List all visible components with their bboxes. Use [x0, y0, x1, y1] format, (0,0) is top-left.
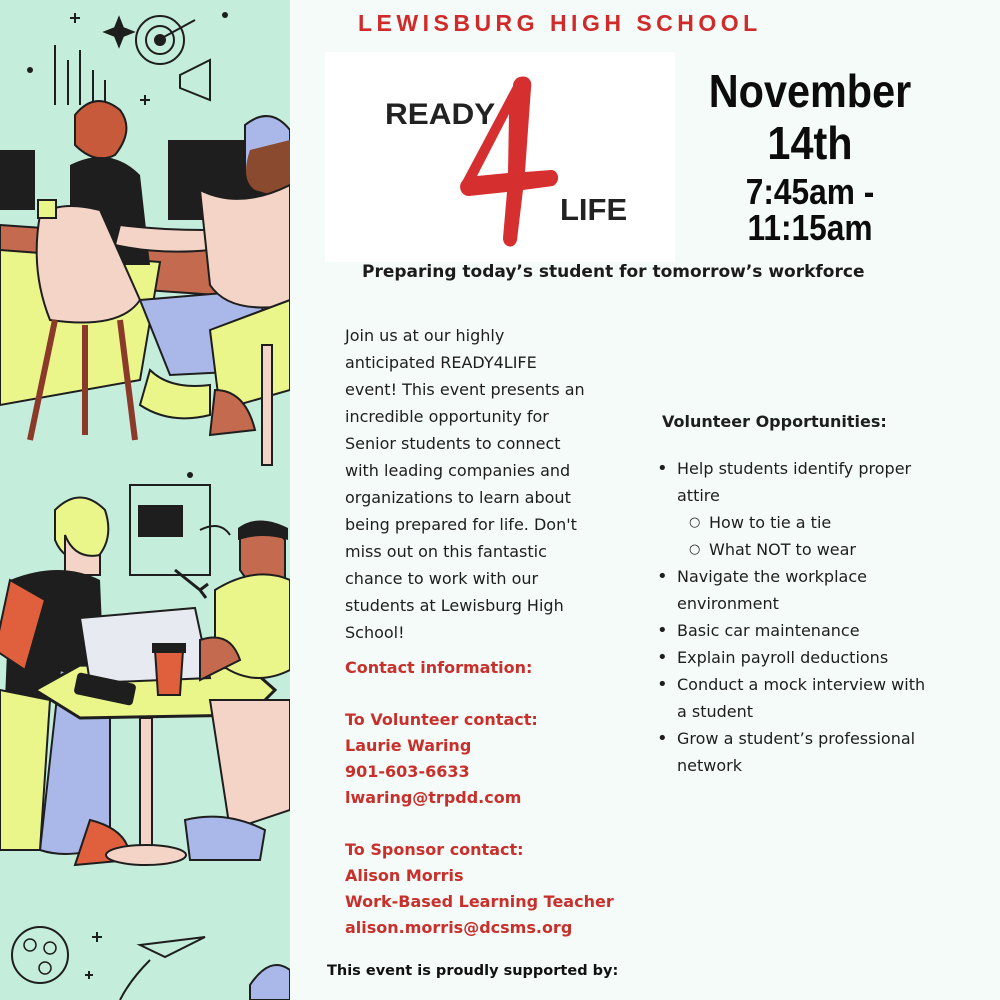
intro-line: incredible opportunity for: [345, 407, 549, 426]
list-subitem: ○ How to tie a tie: [655, 509, 955, 536]
volunteer-contact-heading: To Volunteer contact:: [345, 710, 538, 729]
volunteer-contact-email[interactable]: lwaring@trpdd.com: [345, 788, 522, 807]
logo-word-life: LIFE: [560, 192, 628, 227]
intro-line: event! This event presents an: [345, 380, 585, 399]
list-item: • Conduct a mock interview with a student: [655, 671, 955, 725]
intro-line: Senior students to connect: [345, 434, 561, 453]
event-month: November: [708, 65, 912, 117]
contact-heading: Contact information:: [345, 658, 533, 677]
supported-by-text: This event is proudly supported by:: [327, 963, 619, 979]
list-item: • Explain payroll deductions: [655, 644, 955, 671]
sponsor-contact-email[interactable]: alison.morris@dcsms.org: [345, 918, 573, 937]
logo-word-ready: READY: [385, 98, 496, 131]
school-name: LEWISBURG HIGH SCHOOL: [358, 10, 762, 36]
list-item: • Basic car maintenance: [655, 617, 955, 644]
list-subitem: ○ What NOT to wear: [655, 536, 955, 563]
volunteer-opportunities-list: [655, 455, 955, 779]
volunteer-contact-phone[interactable]: 901-603-6633: [345, 762, 470, 781]
event-time: 7:45am - 11:15am: [745, 171, 875, 248]
intro-line: miss out on this fantastic: [345, 542, 547, 561]
illustration-strip: [0, 0, 290, 1000]
intro-line: being prepared for life. Don't: [345, 515, 577, 534]
volunteer-opportunities-heading: Volunteer Opportunities:: [662, 412, 887, 431]
tagline: Preparing today’s student for tomorrow’s workforce: [362, 262, 865, 282]
sponsor-contact-heading: To Sponsor contact:: [345, 840, 524, 859]
intro-line: students at Lewisburg High: [345, 596, 564, 615]
sponsor-contact-name: Alison Morris: [345, 866, 464, 885]
list-item: • Grow a student’s professional network: [655, 725, 955, 779]
intro-line: chance to work with our: [345, 569, 539, 588]
sponsor-contact-role: Work-Based Learning Teacher: [345, 892, 614, 911]
logo-numeral-four: [455, 72, 575, 252]
volunteer-contact-name: Laurie Waring: [345, 736, 472, 755]
list-item: • Help students identify proper attire: [655, 455, 955, 509]
event-day: 14th: [767, 117, 853, 169]
intro-paragraph: [345, 322, 607, 646]
event-date: [680, 65, 940, 248]
contact-section: [345, 655, 635, 941]
intro-line: anticipated READY4LIFE: [345, 353, 537, 372]
intro-line: organizations to learn about: [345, 488, 571, 507]
intro-line: School!: [345, 623, 405, 642]
intro-line: Join us at our highly: [345, 326, 505, 345]
intro-line: with leading companies and: [345, 461, 571, 480]
list-item: • Navigate the workplace environment: [655, 563, 955, 617]
